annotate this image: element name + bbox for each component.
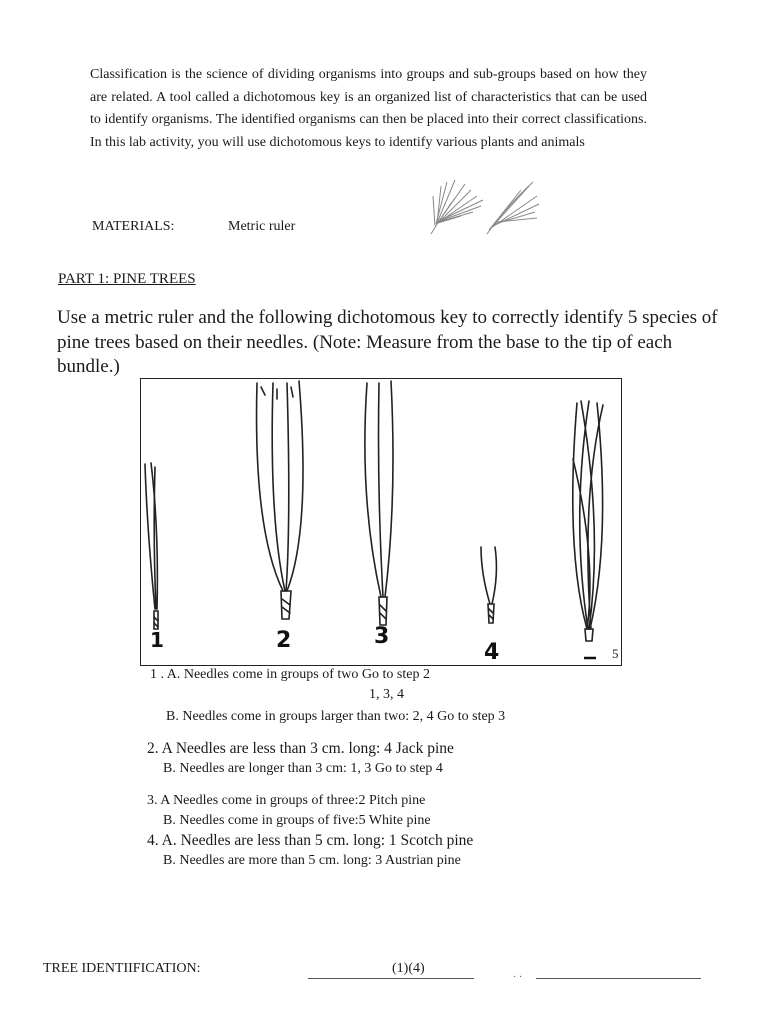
key-step-4a: 4. A. Needles are less than 5 cm. long: 1 Scotch pine: [147, 832, 474, 849]
needle-side-number: 5: [612, 646, 619, 661]
materials-value: Metric ruler: [228, 219, 296, 234]
footer-answer-line-1: [308, 978, 474, 979]
key-step-2a: 2. A Needles are less than 3 cm. long: 4 Jack pine: [147, 740, 454, 757]
instructions: Use a metric ruler and the following dichotomous key to correctly identify 5 species of pine trees based on their needles. (Note: Measure from the base to the tip of each bundle.): [57, 307, 718, 377]
needle-label-2: 2: [276, 628, 292, 653]
needle-bundle-4: [481, 547, 496, 623]
key-step-3b: B. Needles come in groups of five:5 White pine: [163, 813, 431, 828]
pine-branch-illustration: [425, 176, 545, 238]
footer-score: (1)(4): [392, 961, 425, 976]
footer-title: TREE IDENTIIFICATION:: [43, 961, 201, 976]
key-step-3a: 3. A Needles come in groups of three:2 Pitch pine: [147, 793, 426, 808]
key-step-1a: 1 . A. Needles come in groups of two Go to step 2: [150, 667, 430, 682]
key-step-4b: B. Needles are more than 5 cm. long: 3 Austrian pine: [163, 853, 461, 868]
pine-needle-drawing: [141, 379, 623, 667]
needle-bundle-5: [573, 401, 603, 641]
needle-label-3: 3: [374, 624, 390, 649]
part-heading: PART 1: PINE TREES: [58, 271, 196, 287]
intro-paragraph: Classification is the science of dividing organisms into groups and sub-groups based on how they are related. A tool called a dichotomous key is an organized list of characteristics that can be used to identify organisms. The identified organisms can then be placed into their correct classifications. In this lab activity, you will use dichotomous keys to identify various plants and animals: [90, 67, 647, 150]
pine-needle-figure: [140, 378, 622, 666]
footer-dots: · ·: [513, 972, 523, 983]
key-step-2b: B. Needles are longer than 3 cm: 1, 3 Go to step 4: [163, 761, 443, 776]
needle-bundle-1: [145, 463, 158, 629]
needle-bundle-3: [365, 381, 393, 625]
key-step-1b: B. Needles come in groups larger than two: 2, 4 Go to step 3: [166, 709, 506, 724]
footer-answer-line-2: [536, 978, 701, 979]
needle-label-4: 4: [484, 640, 500, 665]
needle-label-1: 1: [150, 628, 164, 652]
materials-label: MATERIALS:: [92, 219, 175, 234]
key-step-1a-sub: 1, 3, 4: [369, 687, 404, 702]
needle-bundle-2: [257, 381, 303, 619]
